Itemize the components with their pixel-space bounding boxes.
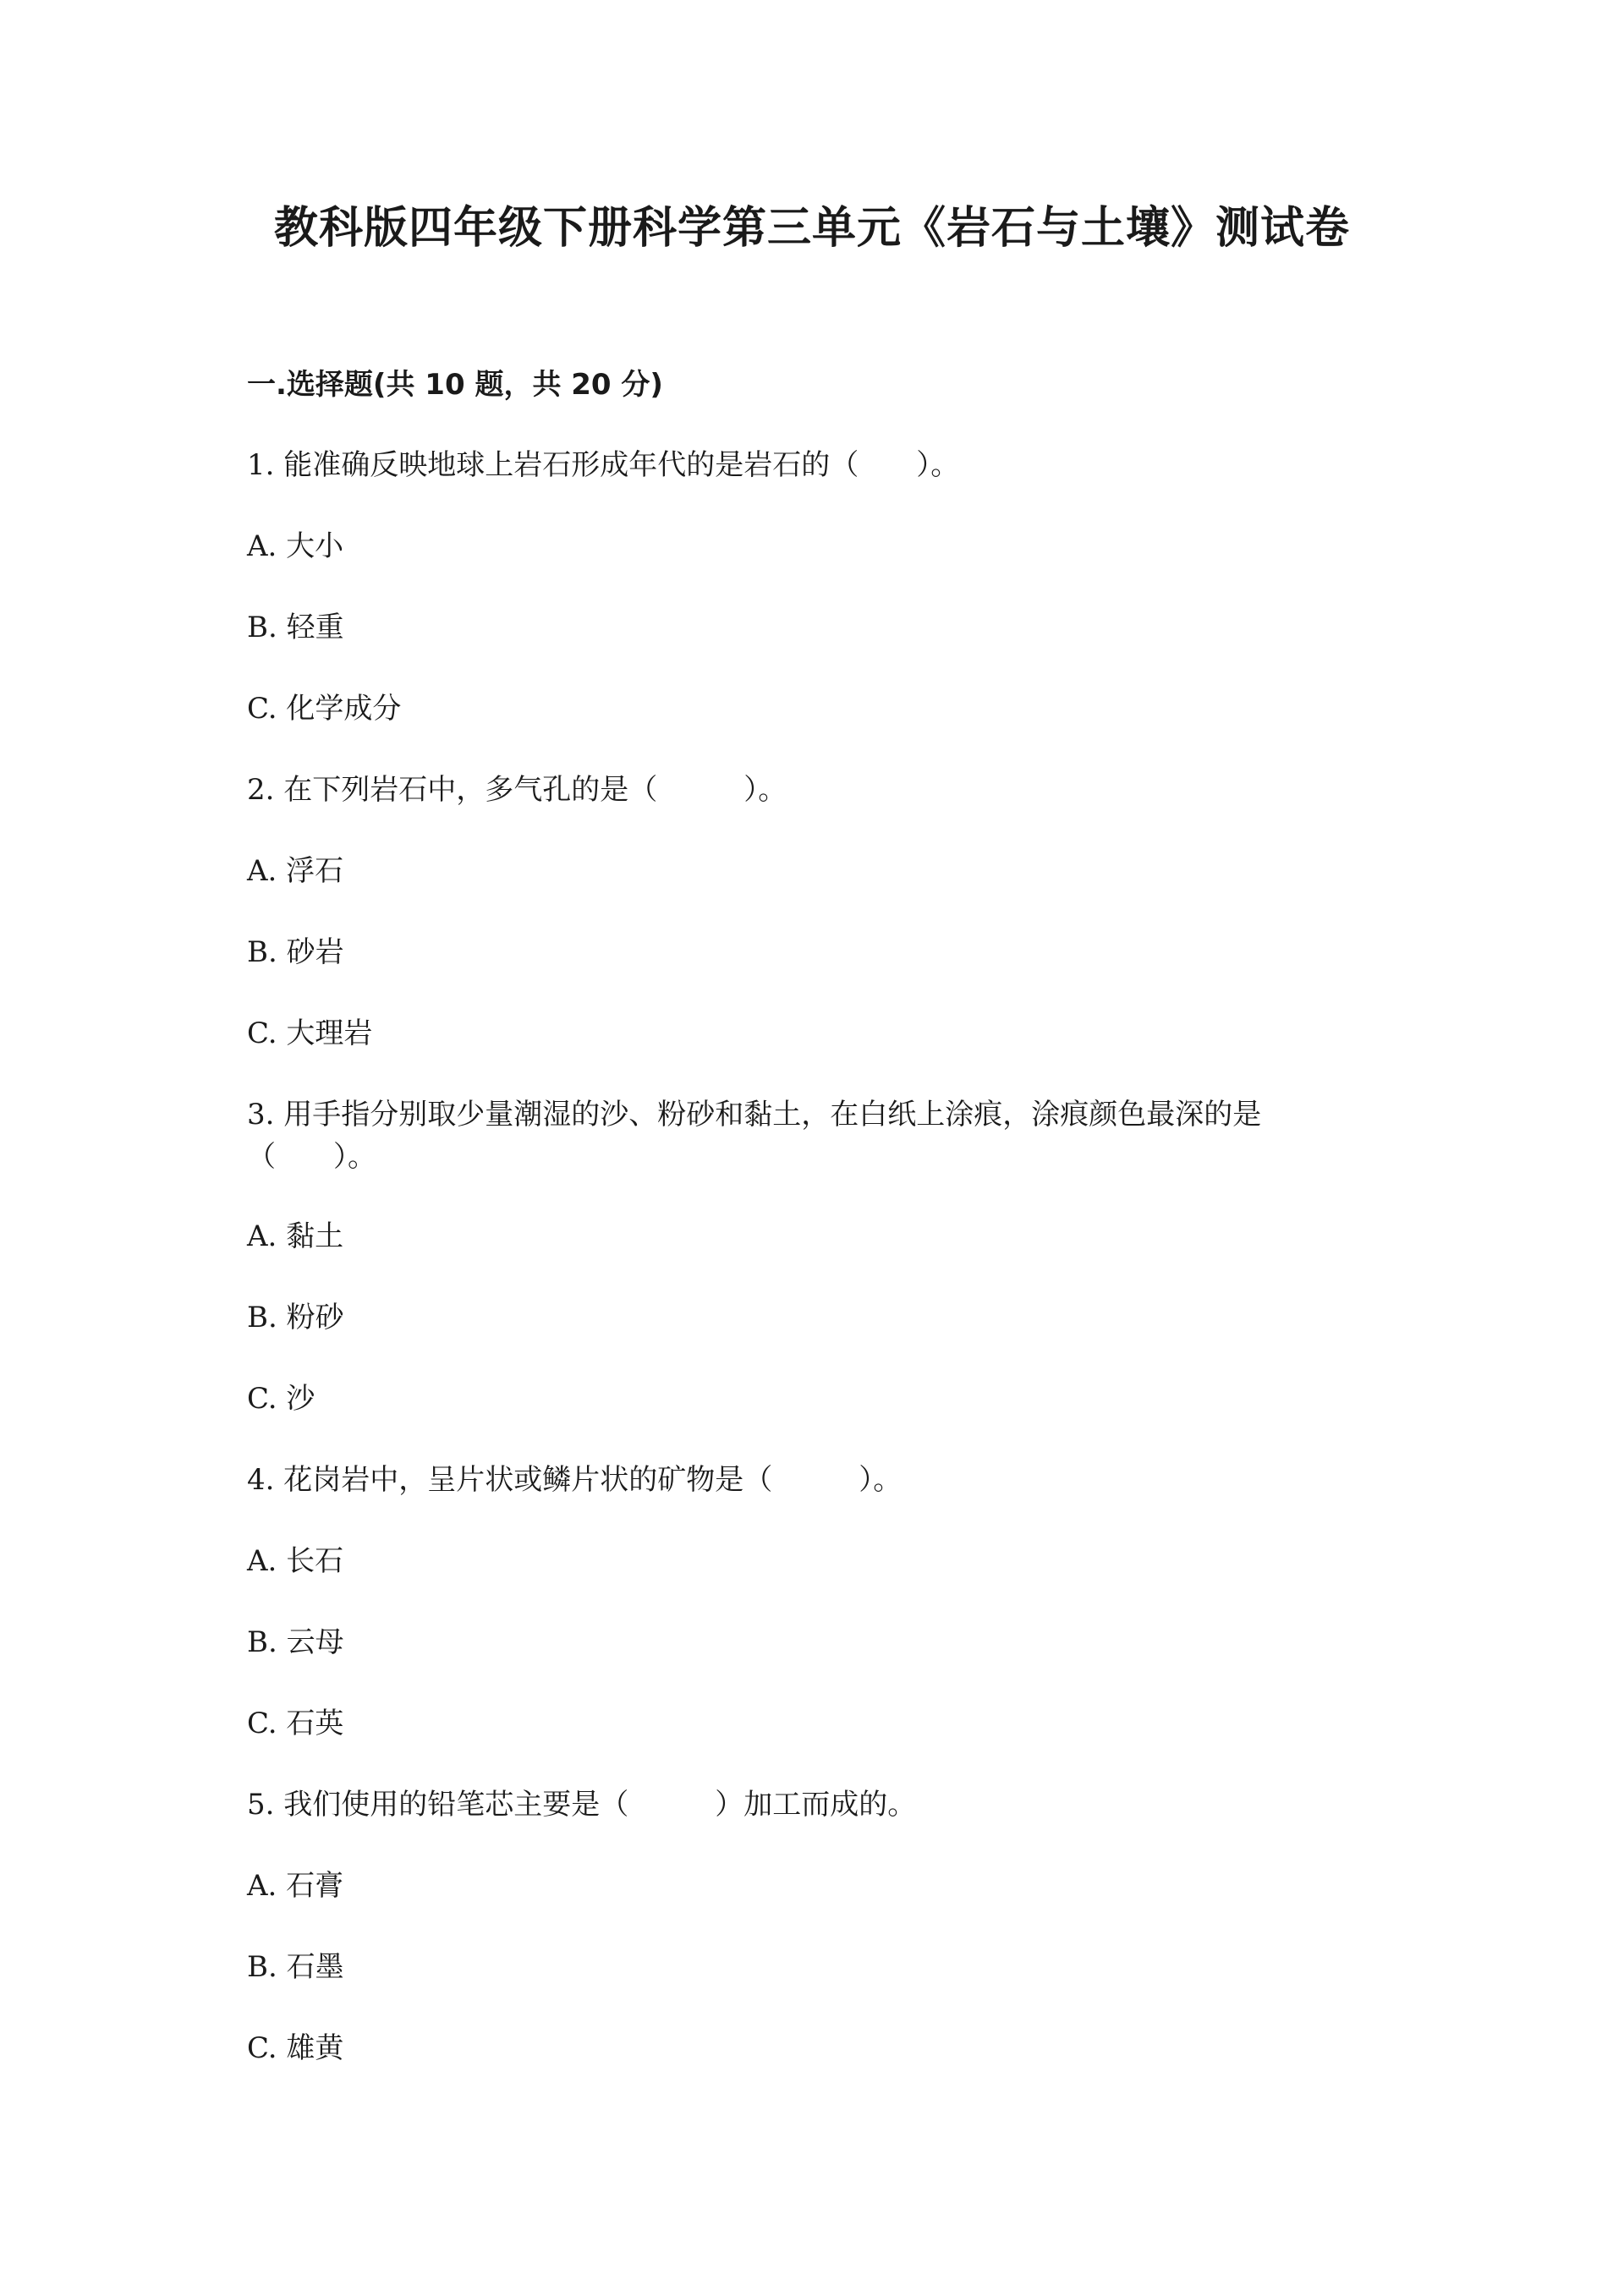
question-5-option-a: A. 石膏 (247, 1869, 344, 1903)
question-3-option-c: C. 沙 (247, 1382, 315, 1416)
question-4-stem: 4. 花岗岩中，呈片状或鳞片状的矿物是（ ）。 (247, 1463, 903, 1497)
question-2-option-a: A. 浮石 (247, 854, 344, 888)
question-3-option-a: A. 黏土 (247, 1219, 344, 1253)
question-3-stem: 3. 用手指分别取少量潮湿的沙、粉砂和黏土，在白纸上涂痕，涂痕颜色最深的是（ ）。 (247, 1098, 1262, 1174)
page-title: 教科版四年级下册科学第三单元《岩石与土壤》测试卷 (273, 203, 1350, 254)
question-1-option-c: C. 化学成分 (247, 692, 402, 726)
question-1-option-a: A. 大小 (247, 529, 344, 563)
question-4-option-b: B. 云母 (247, 1625, 344, 1659)
question-2-stem: 2. 在下列岩石中，多气孔的是（ ）。 (247, 773, 787, 807)
question-4-option-a: A. 长石 (247, 1544, 344, 1578)
question-1-stem: 1. 能准确反映地球上岩石形成年代的是岩石的（ ）。 (247, 448, 960, 482)
question-5-stem: 5. 我们使用的铅笔芯主要是（ ）加工而成的。 (247, 1788, 917, 1822)
question-1-option-b: B. 轻重 (247, 611, 344, 644)
question-3-option-b: B. 粉砂 (247, 1301, 344, 1334)
question-2-option-c: C. 大理岩 (247, 1016, 373, 1050)
question-4-option-c: C. 石英 (247, 1707, 344, 1740)
question-2-option-b: B. 砂岩 (247, 935, 344, 969)
question-5-option-b: B. 石墨 (247, 1950, 344, 1984)
question-5-option-c: C. 雄黄 (247, 2031, 344, 2065)
section-heading: 一.选择题(共 10 题，共 20 分) (247, 368, 663, 402)
